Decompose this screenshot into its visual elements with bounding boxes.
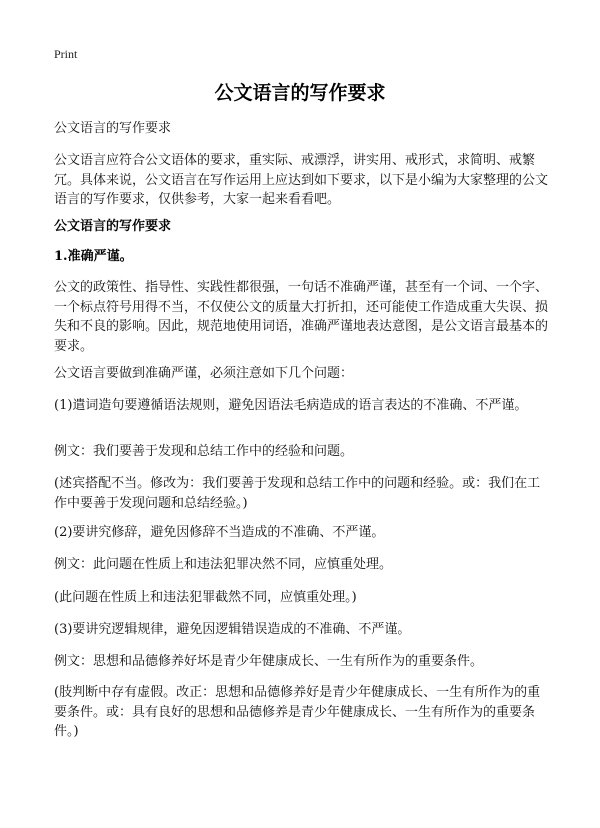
intro-paragraph: 公文语言应符合公文语体的要求，重实际、戒漂浮，讲实用、戒形式，求简明、戒繁冗。具体来说，公文语言在写作运用上应达到如下要求，以下是小编为大家整理的公文语言的写作要求，仅供参考，大家一起来看看吧。 (54, 153, 549, 207)
item1-heading: 1.准确严谨。 (54, 249, 133, 264)
example-2: 例文：此问题在性质上和违法犯罪决然不同，应慎重处理。 (54, 557, 393, 572)
point-2: (2)要讲究修辞，避免因修辞不当造成的不准确、不严谨。 (54, 525, 385, 540)
point-3: (3)要讲究逻辑规律，避免因逻辑错误造成的不准确、不严谨。 (54, 622, 411, 637)
subtitle: 公文语言的写作要求 (54, 121, 172, 136)
print-link[interactable]: Print (54, 47, 78, 61)
page-title: 公文语言的写作要求 (214, 82, 386, 104)
fix-2: (此问题在性质上和违法犯罪截然不同，应慎重处理。) (54, 590, 357, 605)
point-1: (1)遣词造句要遵循语法规则，避免因语法毛病造成的语言表达的不准确、不严谨。 (54, 398, 528, 413)
paragraph-2: 公文语言要做到准确严谨，必须注意如下几个问题： (54, 366, 354, 381)
fix-3: (肢判断中存有虚假。改正：思想和品德修养好是青少年健康成长、一生有所作为的重要条件。或：具有良好的思想和品德修养是青少年健康成长、一生有所作为的重要条件。) (54, 685, 541, 739)
fix-1: (述宾搭配不当。修改为：我们要善于发现和总结工作中的问题和经验。或：我们在工作中要善于发现问题和总结经验。) (54, 476, 541, 511)
example-3: 例文：思想和品德修养好坏是青少年健康成长、一生有所作为的重要条件。 (54, 654, 484, 669)
paragraph-1: 公文的政策性、指导性、实践性都很强，一句话不准确严谨，甚至有一个词、一个字、一个标点符号用得不当，不仅使公文的质量大打折扣，还可能使工作造成重大失误、损失和不良的影响。因此，规范地使用词语，准确严谨地表达意图，是公文语言最基本的要求。 (54, 280, 549, 354)
section-heading: 公文语言的写作要求 (54, 219, 172, 234)
example-1: 例文：我们要善于发现和总结工作中的经验和问题。 (54, 444, 354, 459)
